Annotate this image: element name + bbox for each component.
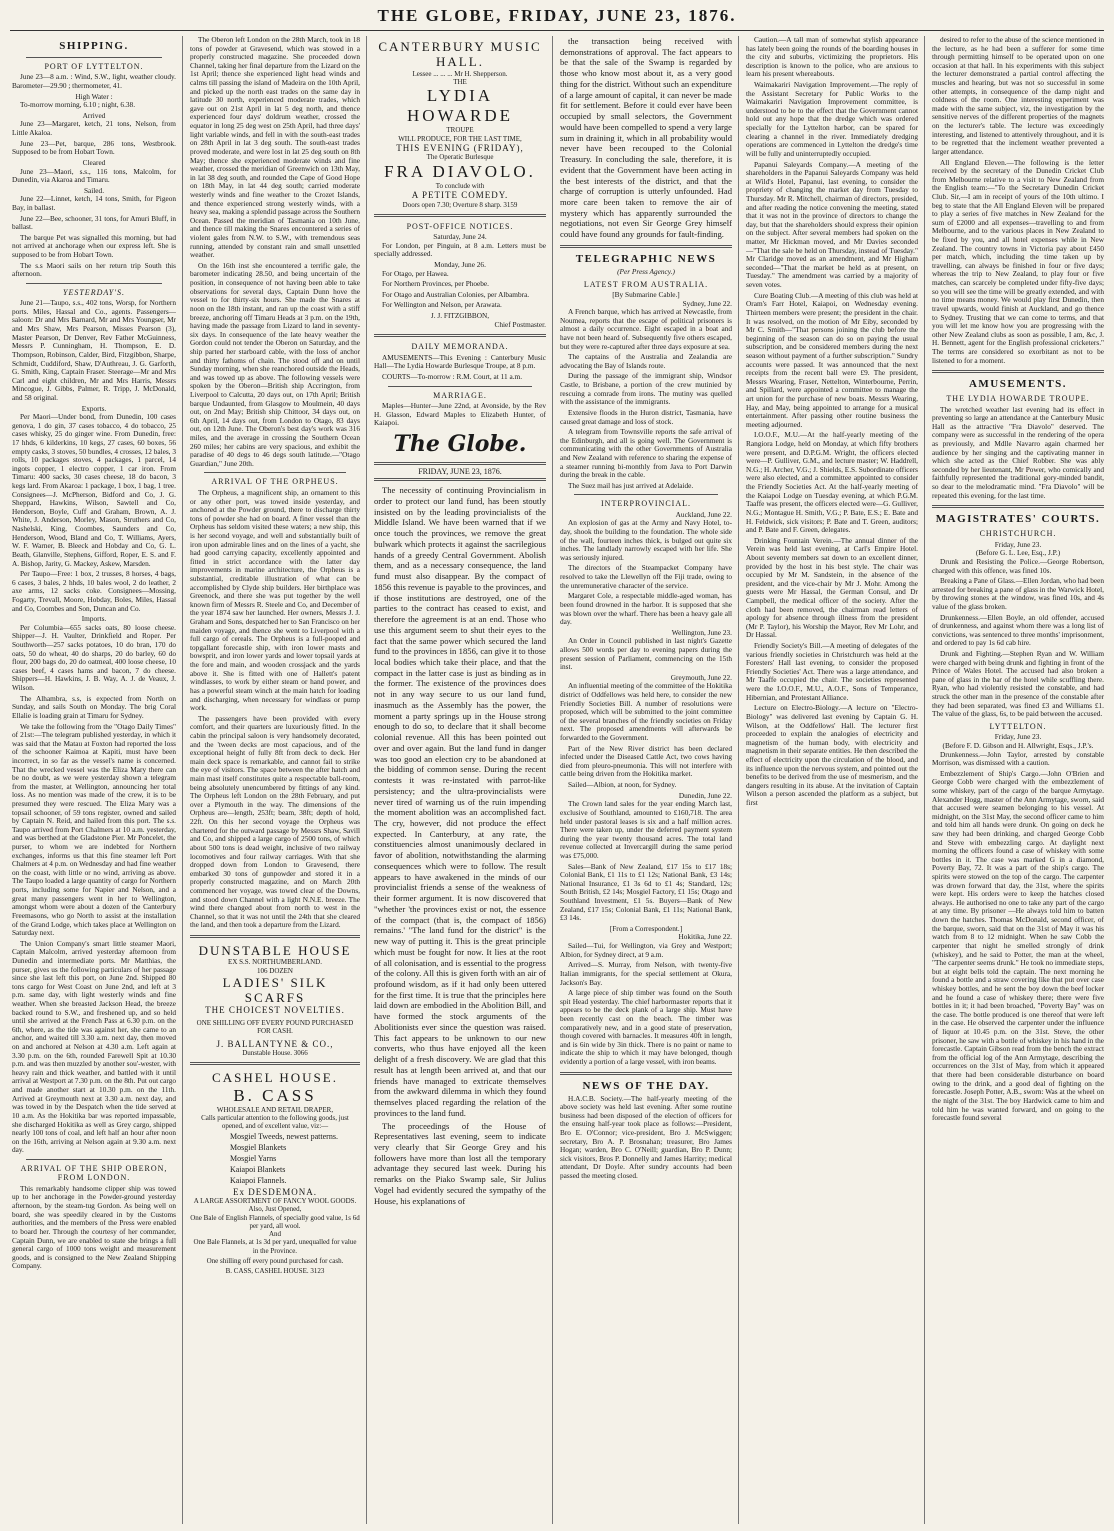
- press-agency: (Per Press Agency.): [617, 266, 675, 276]
- court-case: Drunk and Resisting the Police.—George Robertson, charged with this offence, was fined 10s.: [932, 556, 1104, 575]
- cashel-title: CASHEL HOUSE.: [212, 1070, 338, 1086]
- conclude-line: To conclude with: [435, 181, 485, 190]
- goods-item: Kaiapoi Flannels.: [230, 1176, 287, 1186]
- dateline: Auckland, June 22.: [675, 509, 732, 519]
- court-date: Friday, June 23.: [994, 539, 1042, 549]
- imports-text: Per Columbia—655 sacks oats, 80 loose cheese. Shipper—J. H. Vaulter, Drinkfield and Roper. Per Southworth—257 sacks potatoes, 10 do bran, 170 do oats, 50 do wheat, 40 do sharps, 20 do barley, 60 do flour, 200 bags do, 20 do oatmeal, 400 loose cheese, 10 cases beef, 4 cases hams and bacon, 7 do cheese. Shippers—H. Hawkins, J. B. Way, A. J. de Veaux, J. Wilson.: [12, 622, 176, 693]
- column-1: [12, 36, 176, 1524]
- cable-note: [By Submarine Cable.]: [612, 289, 680, 299]
- shipping-report: We take the following from the "Otago Daily Times" of 21st:—The telegram published yesterday, in which it was said that the Matau at Foxton had reported the loss of the schooner Kaimoa at Kapiti, must have been incorrect, in so far as the vessel's name is concerned. That the wrecked vessel was the Eliza Mary there can be no doubt, as we were yesterday shown a telegram from the master, at Wellington, announcing her total loss. As no mention was made of the crew, it is to be presumed they were rescued. The Eliza Mary was a topsail schooner, of 59 tons register, owned and sailed by Captain N. Reid, and hailed from this port. The s.s. Taupo arrived from Port Chalmers at 10 a.m. yesterday, and was berthed at the Gladstone Pier. Mr Poncelet, the purser, to whom we are indebted for Northern exchanges, informs us that this fine steamer left Port Chalmers at 4 p.m. on Wednesday and had fine weather on the coast, with little or no wind, arriving as above. The Taupo loaded a large quantity of cargo for Northern ports, including some for Napier and Nelson, and a great many passengers went in her to Wellington, amongst whom were about a dozen of the Canterbury Freemasons, who go North to assist at the installation of the Grand Lodge, which takes place at Wellington on Saturday next.: [12, 721, 176, 938]
- the-label: THE: [453, 77, 467, 86]
- shipping-report: The Union Company's smart little steamer Maori, Captain Malcolm, arrived yesterday afternoon from Dunedin and intermediate ports. Mr Matthias, the purser, gives us the following particulars of her passage since she last left this port, on June 2nd. Shipped 80 tons cargo for West Coast on June 2nd, and left at 3 p.m. same day, with light westerly winds and fine weather. When she breasted Jackson Head, the breeze backed round to S.W., and freshened up, and so held until she arrived at the French Pass at 6.30 p.m. on the 6th, where, as the tide was against her, she came to an anchor, and waited till 3.30 a.m. next day, then moved on and anchored at Nelson at 4.30 a.m. Left again at 3.30 p.m. on the 6th, rounded Farewell Spit at 10.30 p.m. and was then muzzled by another sou'-wester, with heavy rain and thick weather, and battled with it until arrival at Westport at 7.30 p.m. on the 8th. Put out cargo and made another start at 10.30 p.m. on the 11th. Arrived at Greymouth next at 3.30 a.m. next day, and was towed in by the Despatch when the tide served at 10 a.m. As the Hokitika bar was reported impassable, she discharged Hokitika as well as Grey cargo, shipped nearly 100 tons of coal, and left half an hour after noon on the 16th, arriving at Nelson again at 9.30 a.m. next day.: [12, 938, 176, 1155]
- column-6: [932, 36, 1104, 1524]
- orpheus-article: The passengers have been provided with every comfort, and their quarters are luxuriously fitted. In the cabin the principal saloon is very handsomely decorated, and the 'tween decks are most capacious, and of the exceptional height of fully 8ft from deck to deck. Her main deck space is remarkable, and cannot fail to strike the eye of visitors. The space between the after hatch and main mast itself constitutes quite a respectable ball-room, being absolutely unencumbered by fittings of any kind. The Orpheus left London on the 28th February, and put over a Plymouth in the way. The dimensions of the Orpheus are—length, 253ft; beam, 38ft; depth of hold, 22ft. On this her second voyage the Orpheus was chartered for the outward passage by Messrs Shaw, Savill and Co, and shipped a large cargo of 2500 tons, of which about 500 tons is dead weight, inclusive of two railway locomotives and four railway carriages. With that she dropped down from London to Gravesend, there embarked 30 tons of gunpowder and stored it in a properly constructed magazine, and on March 20th commenced her voyage, was towed clear of the Downs, and stood down Channel with a light N.N.E. breeze. The wind there changed about from north to west in the Channel, so that it was not until the 24th that she cleared the land, and then took a departure from the Lizard.: [190, 713, 360, 930]
- editorial: The proceedings of the House of Representatives last evening, seem to indicate very clearly that Sir George Grey and his followers have more than lost all the temporary advantage they secured last week. During his remarks on the Piako Swamp sale, Sir Julius Vogel had evidently secured the sympathy of the House, his explanations of: [374, 1120, 546, 1206]
- oberon-article-cont: The Oberon left London on the 28th March, took in 18 tons of powder at Gravesend, which was stowed in a properly constructed magazine. She proceeded down Channel, taking her final departure from the Lizard on the 1st April; thence she experienced light head winds and calms till passing the island of Madeira on the 10th April, and picked up the north east trades on the same day in latitude 30 north, experienced moderate trades, which gave out on 21st April in lat 5 deg north, and thence experienced four days' doldrum weather, crossed the equator in long 25 deg west on 25th April, had three days' light variable winds, and fell in with the south-east trades on 28th April in lat 3 deg south. The south-east trades proved moderate, and were lost in lat 25 deg south on 8th May; thence she experienced moderate winds and fine weather, crossed the meridian of Greenwich on 13th May, in lat 38 deg south, and rounded the Cape of Good Hope on 18th May, in lat 44 deg south; carried moderate westerly winds and fine weather to the Crozet Islands, and thence experienced strong westerly winds, with a heavy sea, making a splendid passage across the Southern Ocean. Passed the meridian of Tasmania on 10th June, and thence till making the Snares encountered a series of violent gales from N.W. to S.W., with tremendous seas running, attended by constant rain and small unsettled weather.: [190, 36, 360, 260]
- news-item: Arrived—S. Murray, from Nelson, with twenty-five Italian immigrants, for the special settlement at Okura, Jackson's Bay.: [560, 960, 732, 987]
- dateline: Greymouth, June 22.: [670, 672, 732, 682]
- news-item: I.O.O.F., M.U.—At the half-yearly meeting of the Rangiora Lodge, held on Monday, at which fifty brothers were present, and D.P.G.M. Wright, the officers elected were—P. Gulliver, G.M., and lecture master; W. Haddrell, N.G.; H. Archer, V.G.; J. Shields, E.S. Subordinate officers were also elected, and a committee appointed to consider the Friendly Societies Act. At the half-yearly meeting of the Kaiapoi Lodge on Tuesday evening, at which P.G.M. Taaffe was present, the officers elected were—G. Gulliver, N.G.; Montague H. Smith, V.G.; P. Bate, E.S.; E. Bate and H. Feldwick, sick visitors; P. Bate and T. Green, auditors; and P. Bate and F. Green, delegates.: [746, 430, 918, 535]
- exports-heading: Exports.: [81, 403, 107, 413]
- dateline: Hokitika, June 22.: [678, 932, 732, 942]
- desdemona-label: Ex DESDEMONA.: [233, 1186, 317, 1197]
- court-bench: (Before F. D. Gibson and H. Allwright, Esqs., J.P.'s.: [942, 740, 1094, 750]
- sailed-entry: June 22—Bee, schooner, 31 tons, for Amuri Bluff, in ballast.: [12, 213, 176, 232]
- news-item: Sailed—Albion, at noon, for Sydney.: [568, 780, 677, 790]
- column-2: [190, 36, 360, 1524]
- oberon-heading: ARRIVAL OF THE SHIP OBERON, FROM LONDON.: [20, 1163, 168, 1183]
- globe-title: The Globe.: [393, 430, 527, 457]
- sailed-heading: Sailed.: [83, 185, 105, 195]
- goods-item: Mosgiel Blankets: [230, 1142, 287, 1152]
- ballantyne-name: J. BALLANTYNE & CO.,: [216, 1038, 334, 1049]
- news-item: Sales—Bank of New Zealand, £17 15s to £17 18s; Colonial Bank, £1 11s to £1 12s; National Bank, £3 14s; National Insurance, £1 3s 6d to £1 4s; Standard, 12s; South British, £2 14s; Mosgiel Factory, £1 15s; Otago and Southland Investment, £1 5s. Buyers—Bank of New Zealand, £17 15s; Colonial Bank, £1 11s; National Bank, £3 14s.: [560, 861, 732, 923]
- post-notice: For Otago and Australian Colonies, per Albambra.: [382, 289, 530, 299]
- and-label: And: [268, 1230, 282, 1239]
- column-divider: [738, 36, 739, 1524]
- column-4: [560, 36, 732, 1524]
- scarfs-label: LADIES' SILK SCARFS: [222, 974, 328, 1006]
- column-5: [746, 36, 918, 1524]
- editorial-cont: the transaction being received with demonstrations of approval. The fact appears to be that the sale of the Swamp is regarded by those who know most about it, as a very good thing for the district. Without such an expenditure of a large amount of capital, it can never be made fit for settlement. Before it could ever have been occupied by small selectors, the Government would have been compelled to spend a very large sum in draining it, which in all probability would never have been recouped to the Colonial Treasury. In concluding the sale, therefore, it is evident that the Government have been acting in the best interests of the district, and that the charge of corruption is utterly unfounded. Had more care been taken to remove the air of mystery which has apparently surrounded the negotiations, not even Sir George Grey himself could have found any grounds for fault-finding.: [560, 36, 732, 240]
- court-bench: (Before G. L. Lee, Esq., J.P.): [975, 548, 1061, 558]
- yesterday-sailed: June 21—Taupo, s.s., 402 tons, Worsp, for Northern ports. Miles, Hassal and Co., agents. Passengers—saloon: Dr and Mrs Barnard, Mr and Mrs Youngser, Mr and Mrs Shaw, Mrs Pearson, Misses Pearson (3), Master Pearson, Dr Denver, Rev Father McGuinness, Messrs P. Cunningham, H. Thompson, E. D. Thompson, Robinson, Calder, Bird, Fitzgibbon, Sharpe, Schmidt, Cuddiford, Shaw, D'Authreau, J. G. Garforth, G. Smith, King, Captain Fraser. Steerage—Mr and Mrs Carl and eight children, Mr and Mrs Harris, Messrs Mincogue, J. Gibbs, Palmer, R. Tripp, J. McDonald, and 58 original.: [12, 298, 176, 402]
- dunstable-title: DUNSTABLE HOUSE: [198, 942, 352, 958]
- news-item: Drinking Fountain Verein.—The annual dinner of the Verein was held last evening, at Carl's Empire Hotel. About seventy members sat down to an excellent dinner, provided by the host in his best style. The chair was occupied by Mr M. Sandstein, in the absence of the president, and the vice-chair by Mr J. Mohr. Among the guests were Mr Hassal, the German Consul, and Dr Campbell, the medical officer of the society. After the cloth had been removed, the chairman read letters of apology for absence through illness from the president (Mr P. Taylor), his Worship the Mayor, Rev Mr Lohr, and Dr Hassal.: [746, 535, 918, 640]
- goods-list: [190, 1131, 360, 1187]
- dozen-label: 106 DOZEN: [257, 966, 293, 975]
- news-item: The Suez mail has just arrived at Adelaide.: [568, 480, 694, 490]
- news-item: The Crown land sales for the year ending March last, exclusive of Southland, amounted to £160,718. The area held under pastoral leases is six and a half million acres. There were taken up, under the deferred payment system during the year twenty thousand acres. The total land revenue collected at Invercargill during the same period was £75,000.: [560, 799, 732, 860]
- comedy-line: A PETITE COMEDY.: [411, 189, 509, 200]
- exports-text: Per Maori—Under bond, from Dunedin, 100 cases genova, 1 do gin, 37 cases tobacco, 4 do tobacco, 25 cases whisky, 25 do ginger wine. From Dunedin, free: 17 hhds, 6 kilderkins, 10 kegs, 27 cases, 60 boxes, 56 empty casks, 3 stoves, 50 bundles, 4 crosses, 12 bales, 3 rolls, 10 packages stoves, 4 packages, 1 parcel, 14 ingots copper, 1 electro copper, 1 car iron. From Timaru: 400 sacks, 30 cases cheese, 18 do bacon, 3 kegs lard. From Akaroa: 1 package, 1 box, 1 bag, 1 tree. Consignees—J. McPherson, Bidford and Co, J. G. Sheppard, Hawkins, Wilson, Sawtell and Co, Henderson, Boyle, Cuff and Graham, Brown, A. J. White, J. Anderson, Morley, Mason, Struthers and Co, Nashelski, King, Coombes, Saunders and Co, Henderson, Wood, Bland and Co, T. Williams, Ayers, W. F. Warner, B. Bleeck and Hobday and Co, G. L. Beath, Glanville, Stephens, Gifford, Roper, E. S. and F. A. Bishop, Jarity, G. Mackey, Askew, Marsden.: [12, 412, 176, 568]
- column-3: [374, 36, 546, 1524]
- orpheus-article: The Orpheus, a magnificent ship, an ornament to this or any other port, was towed inside yesterday, and anchored at the Powder ground, there to discharge thirty tons of powder she had on board. A finer vessel than the Orpheus has seldom visited these waters; a new ship, this is her second voyage, and well and substantially built of iron upon admirable lines and on the lines of a yacht, she had good carrying capacity, excellently appointed and fitted in strict accordance with the latter day improvements in marine architecture, the Orpheus is a substantial, creditable illustration of what can be accomplished by Clyde ship builders. Her birthplace was Greenock, and there she was put together by the well known firm of Messrs R. Steele and Co, and December of the year 1874 saw her launched. Her owners, Messrs J. J. Graham and Sons, despatched her to San Francisco on her maiden voyage, and thence she went to Liverpool with a full cargo of cereals. The Orpheus is a full-pooped and topgallant forecastle ship, with iron lower masts and bowsprit, and iron lower yards and lower topsail yards at the fore and main, and wooden crossjack and the yards above it. She is fitted with one of Hallett's patent windlasses, to work by either steam or hand power, and has a powerful steam winch at the main hatch for loading and discharging, when necessary for windlass or pump work.: [190, 487, 360, 713]
- novelties-label: THE CHOICEST NOVELTIES.: [205, 1005, 345, 1016]
- news-item: Part of the New River district has been declared infected under the Diseased Cattle Act, two cows having died from pleuro-pneumonia. This will not interfere with cattle being driven from the Hokitika market.: [560, 743, 732, 779]
- dunstable-sub: EX S.S. NORTHUMBERLAND.: [228, 958, 322, 967]
- christchurch-heading: CHRISTCHURCH.: [979, 529, 1057, 539]
- court-case: Drunkenness.—John Taylor, arrested by constable Morrison, was dismissed with a caution.: [932, 749, 1104, 768]
- court-case: Drunkenness.—Ellen Boyle, an old offender, accused of drunkenness, and against whom there was a long list of convictions, was sentenced to three months' imprisonment, and ordered to pay 1s 6d cab hire.: [932, 612, 1104, 648]
- masthead: THE GLOBE, FRIDAY, JUNE 23, 1876.: [377, 6, 737, 25]
- arrival-entry: June 23—Pet, barque, 286 tons, Westbrook. Supposed to be from Hobart Town.: [12, 138, 176, 157]
- column-divider: [924, 36, 925, 1524]
- memoranda-heading: DAILY MEMORANDA.: [411, 342, 509, 352]
- postmaster-name: J. J. FITZGIBBON,: [430, 311, 490, 321]
- post-date: Monday, June 26.: [434, 260, 486, 270]
- oberon-article-cont: On the 16th inst she encountered a terrific gale, the barometer indicating 28.50, and being uncertain of the position, in consequence of not having been able to take observations for several days, Captain Dunn hove the vessel to for thirty-six hours. She made the Snares at noon on the 18th instant, and ran up the coast with a stiff breeze, anchoring off Timaru Heads at 3 p.m. on the 19th, having made the passage from Lizard to land in seventy-six days. In consequence of the late heavy weather the Gordon could not tender the Oberon on Saturday, and the ship parted her starboard cable, with the loss of anchor and thirty fathoms of chain. The stood off and on until Sunday morning, when she reanchored outside the Heads, and was towed up as above. The following vessels were spoken by the Oberon—British ship Accrington, from Liverpool to Calcutta, 20 days out, on 17th April; British barque Undaunted, from Glasgow to Moulmein, 40 days out, on 2nd May; British ship Chittoor, 34 days out, on 6th April, 14 days out, from London to Otago, 83 days out, on 12th June. The Oberon's best day's work was 316 miles, and the average in crossing the Southern Ocean 260 miles; her cabins are very spacious, and exhibit the paradise of 40 degs to 46 degs south latitude.—"Otago Guardian," June 20th.: [190, 260, 360, 468]
- post-notice: For London, per Pinguin, at 8 a.m. Letters must be specially addressed.: [374, 240, 546, 259]
- news-item: Papanui Saleyards Company.—A meeting of the shareholders in the Papanui Saleyards Company was held at Wild's Hotel, Papanui, last evening, to consider the propriety of changing the market day from Tuesday to Thursday. Mr R. Mitchell, chairman of directors, presided, and after reading the notice convening the meeting, stated that it was not in the province of directors to change the day, but that the shareholders should express their opinion on the subject. After several members had spoken on the matter, Mr Hickman moved, and Mr Davies seconded—"That the sale be held on Thursday, instead of Tuesday." Mr Claridge moved as an amendment, and Mr Higham seconded—"That the market be held as at present, on Tuesday." The amendment was carried by a majority of seven votes.: [746, 159, 918, 290]
- column-divider: [366, 36, 367, 1524]
- evening-line: THIS EVENING (FRIDAY),: [396, 142, 524, 153]
- shipping-heading: SHIPPING.: [59, 40, 129, 52]
- lyttelton-heading: LYTTELTON.: [989, 721, 1047, 731]
- orpheus-heading: ARRIVAL OF THE ORPHEUS.: [211, 477, 339, 487]
- news-item: A large piece of ship timber was found on the South spit Head yesterday. The chief harbormaster reports that it appears to be the deck plank of a large ship. Must have been recently cast on the beach. The timber was comparatively new, and in a good state of preservation, though covered with barnacles. It measures 40ft in length, and is 6in wide by 3in thick. There is no paint or name to indicate the ship to which it may have belonged, though evidently a portion of a large vessel, with iron beams.: [560, 988, 732, 1066]
- news-item: An explosion of gas at the Army and Navy Hotel, to-day, shook the building to the foundation. The whole side of the wall, fourteen inches thick, is bulged out quite six inches. The landlady narrowly escaped with her life. She was seriously injured.: [560, 518, 732, 562]
- news-item: Extensive floods in the Huron district, Tasmania, have caused great damage and loss of stock.: [560, 407, 732, 426]
- dunstable-advert: [190, 943, 360, 1057]
- post-office-heading: POST-OFFICE NOTICES.: [406, 221, 514, 231]
- yesterday-heading: YESTERDAY'S.: [63, 287, 125, 297]
- news-item: An influential meeting of the committee of the Hokitika district of Oddfellows was held here, to consider the new Friendly Societies Bill. A number of resolutions were proposed, which will be submitted to the joint committee of the several branches of the friendly societies on Friday next. The proposed amendments will afterwards be forwarded to the Government.: [560, 681, 732, 743]
- memo-entry: COURTS—To-morrow : R.M. Court, at 11 a.m.: [382, 371, 523, 381]
- lessee-line: Lessee ... ... ... Mr H. Shepperson.: [412, 69, 508, 78]
- marriage-heading: MARRIAGE.: [433, 390, 487, 400]
- news-item: Margaret Cole, a respectable middle-aged woman, has been found drowned in the harbor. It is supposed that she was blown over the wharf. There has been a heavy gale all day.: [560, 591, 732, 627]
- fra-diavolo: FRA DIAVOLO.: [384, 161, 536, 181]
- dateline: Dunedin, June 22.: [678, 790, 732, 800]
- australia-heading: LATEST FROM AUSTRALIA.: [583, 279, 709, 289]
- news-item: A telegram from Townsville reports the safe arrival of the Edinburgh, and all is going well. The Government is communicating with the other Governments of Australia and New Zealand with reference to sharing the expense of a steamer running bi-monthly from Java to Port Darwin during the break in the cable.: [560, 427, 732, 480]
- cass-shilling: One shilling off every pound purchased for cash.: [206, 1256, 344, 1265]
- lydia-troupe-heading: THE LYDIA HOWARDE TROUPE.: [946, 394, 1090, 404]
- post-notice: For Northern Provinces, per Phoebe.: [382, 279, 489, 289]
- music-hall-advert: [374, 39, 546, 209]
- troupe-label: TROUPE: [446, 126, 474, 135]
- post-date: Saturday, June 24.: [433, 232, 487, 242]
- news-item: A French barque, which has arrived at Newcastle, from Noumea, reports that the escape of political prisoners is almost a daily occurrence. Eight escaped in a boat and have not been heard of. Subsequently five others escaped, but they were re-captured after three days exposure at sea.: [560, 307, 732, 351]
- amusements-review: The wretched weather last evening had its effect in preventing so large an attendance at the Canterbury Music Hall as the attractive "Fra Diavolo" deserved. The company were as successful in the rendering of the opera as previously, and Mdlle Navarro again charmed her audience by her singing and the captivating manner in which she acted as the Chief Robber. She was ably seconded by her lieutenant, Mr Power, who comically and faithfully represented the traditional gory-minded bandit, so dear to the melodramatic mind. "Fra Diavolo" will be repeated this evening, for the last time.: [932, 404, 1104, 500]
- flannels-offer: One Bale Flannels, at 1s 3d per yard, unequalled for value in the Province.: [193, 1238, 357, 1255]
- goods-item: Mosgiel Yarns: [230, 1153, 277, 1163]
- news-item: The captains of the Australia and Zealandia are advocating the Bay of Islands route.: [560, 352, 732, 370]
- news-item: H.A.C.B. Society.—The half-yearly meeting of the above society was held last evening. After some routine business had been disposed of the election of officers for the ensuing half-year took place as follows:—President, Bro E. O'Connor; vice-president, Bro J. McSwiggen; secretary, Bro A. P. Brosnahan; treasurer, Bro James Hogan; warden, Bro C. O'Neill; guardian, Bro P. Dunn; sick visitors, Bros P. Donnelly and James Harrity; medical attendant, Dr Doyle. After sundry accounts had been passed the meeting closed.: [560, 1093, 732, 1181]
- draper-note: Calls particular attention to the following goods, just opened, and of excellent value, viz:—: [201, 1114, 349, 1131]
- cass-name: B. CASS: [233, 1085, 317, 1105]
- news-item: Caution.—A tall man of somewhat stylish appearance has lately been going the rounds of the boarding houses in the city and suburbs, victimizing the proprietors. His description is known to the police, who are anxious to learn his present whereabouts.: [746, 36, 918, 79]
- shipping-note: The Alhambra, s.s, is expected from North on Sunday, and sails South on Monday. The brig Coral Ellalie is loading grain at Timaru for Sydney.: [12, 693, 176, 720]
- court-case: Embezzlement of Ship's Cargo.—John O'Brien and George Cobb were charged with the embezzlement of some whiskey, part of the cargo of the barque Armytage. Alexander Hogg, master of the Ann Armytage, sworn, said that accused were seamen belonging to his vessel. At midnight, on the 31st May, the second officer came to him and told him all hands were drunk. On going on deck he saw they had been drinking, and charged George Cobb and Steve with embezzling cargo. At daylight next morning the officers found a case of whiskey with some bottles in it. The case was marked G in a diamond, Poverty Bay, 72. It was a part of the ship's cargo. The spirits were stowed on the top of the cargo. The carpenter was drown forward that day, the 31st, where the spirits were kept. His orders were to keep the hatches closed always. He authorised no one to take any part of the cargo at any time. By prisoner —He always told him to batten down the hatches. Thomas McDonald, second officer, of the barque, sworn, said that on the 31st of May it was his watch from 8 to 12 midnight. When he saw Cobb the carpenter that night he smelled strongly of drink (whiskey), and he said to Potter, the man at the wheel, "The carpenter seems drunk." He took no immediate steps, but at eight bells told the captain. The next morning he found a bottle and a straw covering like that put over case whiskey bottles, and he sent the boy down the beef locker and he found a case of whiskey there; there were five bottles in it; it had been broached, "Poverty Bay" was on the case. The bottle produced is one thereof that were left in the case. He observed the carpenter under the influence of liquor at 10.45 p.m. on the 31st. Steve, the other prisoner, he saw with a bottle of whiskey in his hand in the forecastle. Captain Gibson read from the bench the extract from the official log of the Ann Armytage, describing the occurrences on the 31st of May, from which it appeared that there had been considerable disturbance on board owing to the drink, and a good deal of fighting on the forecastle. Joseph Potter, A.B., sworn: Was at the wheel on the night of the 31st. The boy Hardwick came to him and told him he was wanted forward, and on going to the forecastle found several: [932, 768, 1104, 1123]
- troupe-name: LYDIA HOWARDE: [407, 86, 513, 126]
- flannels-offer: One Bale of English Flannels, of specially good value, 1s 6d per yard, all wool.: [190, 1213, 360, 1230]
- also-label: Also, Just Opened,: [248, 1205, 302, 1214]
- court-case: Drunk and Fighting.—Stephen Ryan and W. William were charged with being drunk and fighting in front of the Prince of Wales Hotel. The accused had also broken a pane of glass in the bar of the hotel while scuffling there. Ryan, who had violently resisted the constable, and had struck the other man in the presence of the constable after they had been separated, was fined £3 and Williams £1. The value of the glass, 6s, to be paid between the accused.: [932, 648, 1104, 719]
- editorial: The necessity of continuing Provincialism in order to protect our land fund, has been stoutly insisted on by the leading provincialists of the Middle Island. We have been warned that if we once touch the provinces, we remove the great bulwark which protects it against the sacrilegious hands of a greedy Central Government. Abolish them, and as a necessary consequence, the land fund must also disappear. By the compact of 1856 this revenue is payable to the provinces, and if those institutions are destroyed, one of the parties to the contract has ceased to exist, and therefore the agreement is at an end. Those who use this argument seem to shut their eyes to the fact that the same power which secured the land fund to the provinces in 1856, can give it to those local bodies which take their place, and that the compact in the latter case is just as binding as in the former. The existence of the provinces does not in any way secure to us our land fund, inasmuch as the Assembly has the power, the moment a party springs up in the House strong enough to do so, to declare that it shall become colonial revenue. All this has been pointed out over and over again. But the land fund in danger was too good an election cry to be abandoned at the bidding of common sense. During the recent contests it was re-instated with parrot-like persistency; and the ultra-provincialists were never tired of warning us of the ruin impending the moment abolition was an accomplished fact. The cry, however, did not produce the effect expected. In Canterbury, at any rate, the constituencies almost unanimously declared in favor of abolition, notwithstanding the alarming consequences which were to follow. The result appears to have awakened in the minds of our provincialist friends a sense of the weakness of their former argument. It is now discovered that "whether 'the provinces exist or not, the essence of the compact (that is, the compact of 1856) remains.' "The land fund for the district" is the new way of putting it. This is the great principle which must be fought for now. It lies at the root of all colonisation, and is essential to the progress of the colony. All this is given forth with an air of profound wisdom, as if it had only been uttered for the first time. It is true that the principles here laid down are embodied in the Abolition Bill, and have formed the stock arguments of the Abolitionists ever since the question was raised. This fact appears to be unknown to our new converts, who thus have enjoyed all the keen delight of a fresh discovery. We are glad that this result has at length been arrived at, and that our friends have managed to extricate themselves from the awkward dilemma in which they found themselves placed regarding the relation of the provinces to the land fund.: [374, 485, 546, 1118]
- shilling-offer: ONE SHILLING OFF EVERY POUND PURCHASED FOR CASH.: [196, 1019, 354, 1036]
- masthead-rule: [10, 30, 1104, 31]
- correspondent-note: [From a Correspondent.]: [609, 923, 683, 933]
- globe-dateline: FRIDAY, JUNE 23, 1876.: [418, 466, 502, 476]
- exports-text: Per Taupo—Free: 1 box, 2 trusses, 8 horses, 4 bags, 6 cases, 3 bales, 2 hhds, 10 bales wool, 2 do leather, 2 axe arms, 12 sacks coke. Consignees—Mossing, Fogarty, Trevall, Moore, Hobday, Boles, Miles, Hassal and Co, Coombes and Son, Duncan and Co.: [12, 569, 176, 613]
- cleared-entry: June 23—Maori, s.s., 116 tons, Malcolm, for Dunedin, via Akaroa and Timaru.: [12, 166, 176, 185]
- post-notice: For Wellington and Nelson, per Arawata.: [382, 300, 502, 310]
- news-item: Friendly Society's Bill.—A meeting of delegates of the various friendly societies in Christchurch was held at the Foresters' Hall last evening, to consider the proposed Friendly Societies' Act. There was a large attendance, and Mr Taaffe occupied the chair. The societies represented were the I.O.O.F., M.U., A.O.F., Sons of Temperance, Hibernian, and Protestant Alliance.: [746, 641, 918, 702]
- maori-note: The s.s Maori sails on her return trip South this afternoon.: [12, 260, 176, 279]
- news-item: Waimakariri Navigation Improvement.—The reply of the Assistant Secretary for Public Works to the Waimakariri Navigation Improvement committee, is understood to be to the effect that the Government cannot hold out any hope that the dredge which was ordered specially for the Lyttelton harbor, can be spared for clearing a channel in the river. Immediately dredging operations are commenced in Lyttelton the dredge's time will be fully and uninterruptedly occupied.: [746, 80, 918, 158]
- memo-entry: AMUSEMENTS—This Evening : Canterbury Music Hall—The Lydia Howarde Burlesque Troupe, at 8 p.m.: [374, 352, 546, 371]
- ballantyne-address: Dunstable House. 3066: [242, 1049, 308, 1058]
- column-divider: [552, 36, 553, 1524]
- post-notice: For Otago, per Hawea.: [382, 268, 449, 278]
- sailed-entry: June 22—Linnet, ketch, 14 tons, Smith, for Pigeon Bay, in ballast.: [12, 194, 176, 212]
- telegraphic-heading: TELEGRAPHIC NEWS: [575, 252, 717, 265]
- news-item: The directors of the Steampacket Company have resolved to take the Llewellyn off the Fiji trade, owing to the unremunerative character of the service.: [560, 563, 732, 590]
- high-water-heading: High Water :: [75, 91, 113, 101]
- goods-item: Mosgiel Tweeds, newest patterns.: [230, 1131, 338, 1141]
- news-item: All England Eleven.—The following is the letter received by the secretary of the Dunedin Cricket Club from Melbourne relative to a visit to New Zealand from the English team:—"To the Secretary Dunedin Cricket Club. Sir,—I am in receipt of yours of the 10th ultimo. I beg to state that the All England Eleven will be prepared to play a series of five matches in New Zealand for the sum of £2000 and all expenses—travelling to and from Melbourne, and to the various places in New Zealand to be fixed by you, and all hotel expenses while in New Zealand. The country towns in Victoria pay about £450 per match, which, including the time taken up by travelling, can always be finished in four or five days; whereas the trip to New Zealand, to play four or five matches, can scarcely be completed under fifty-five days; so you will see the time will be greatly extended, and with no time means money. We would play first Dunedin, then travel upwards, would finish at Auckland, and go thence to Sydney. Trusting that we can come to terms, and that you will let me know how you are progressing with the other New Zealand clubs as soon as possible, I am, &c, J. H. Bennett, agent for the English professional cricketers." The terms are considered so exorbitant as not to be listened to for a moment.: [932, 157, 1104, 365]
- dateline: Sydney, June 22.: [682, 298, 732, 308]
- arrived-heading: Arrived: [82, 110, 106, 120]
- court-case: Breaking a Pane of Glass.—Ellen Jordan, who had been arrested for breaking a pane of glass in the Warwick Hotel, by throwing stones at the window, was fined 10s, and 4s value of the glass broken.: [932, 576, 1104, 611]
- draper-label: WHOLESALE AND RETAIL DRAPER,: [216, 1105, 334, 1114]
- interprovincial-heading: INTERPROVINCIAL.: [601, 499, 691, 509]
- weather-report: June 23—8 a.m. : Wind, S.W., light, weather cloudy. Barometer—29.90 ; thermometer, 41.: [12, 72, 176, 91]
- goods-item: Kaiapoi Blankets: [230, 1165, 286, 1175]
- arrival-entry: June 23—Margaret, ketch, 21 tons, Nelson, from Little Akaloa.: [12, 119, 176, 138]
- operatic-line: The Operatic Burlesque: [426, 153, 494, 162]
- dateline: Wellington, June 23.: [671, 627, 732, 637]
- amusements-heading: AMUSEMENTS.: [968, 378, 1068, 391]
- assortment-label: A LARGE ASSORTMENT OF FANCY WOOL GOODS.: [193, 1197, 357, 1206]
- marriage-notice: Maples—Hunter—June 22nd, at Avonside, by the Rev H. Glasson, Edward Maples to Elizabeth Hunter, of Kaiapoi.: [374, 401, 546, 428]
- news-item: During the passage of the immigrant ship, Windsor Castle, to Brisbane, a portion of the crew mutinied by rescuing a comrade from irons. The mutiny was quelled with the assistance of the immigrants.: [560, 371, 732, 407]
- news-item: Sailed—Tui, for Wellington, via Grey and Westport; Albion, for Sydney direct, at 9 a.m.: [560, 941, 732, 959]
- cleared-heading: Cleared: [82, 157, 106, 167]
- news-item: An Order in Council published in last night's Gazette allows 500 words per day to evening papers during the present session of Parliament, commencing on the 15th inst.: [560, 636, 732, 672]
- court-date: Friday, June 23.: [994, 732, 1042, 742]
- doors-line: Doors open 7.30; Overture 8 sharp. 3159: [402, 200, 518, 209]
- magistrates-heading: MAGISTRATES' COURTS.: [935, 513, 1101, 526]
- oberon-article: This remarkably handsome clipper ship was towed up to her anchorage in the Powder-ground yesterday afternoon, by the steam-tug Gordon. As being well on board, she was speedily cleared in by the Customs authorities, and the members of the Press were enabled to board her. Through the courtesy of her commander, Captain Dunn, we are enabled to state she brings a full general cargo of 1000 tons weight and measurement goods, and is consigned to the New Zealand Shipping Company.: [12, 1183, 176, 1271]
- high-water: To-morrow morning, 6.10 ; night, 6.38.: [20, 100, 136, 110]
- barque-note: The barque Pet was signalled this morning, but had not arrived at anchorage when our express left. She is supposed to be from Hobart Town.: [12, 232, 176, 259]
- music-hall-title: CANTERBURY MUSIC HALL.: [378, 39, 542, 70]
- cashel-advert: [190, 1070, 360, 1275]
- news-item: Lecture on Electro-Biology.—A lecture on "Electro-Biology" was delivered last evening by Captain G. H. Wilson, at the Oddfellows' Hall. The lecturer first proceeded to explain the analogies of electricity and magnetism of the human body, with electricity and magnetism in their separate entities. He then described the effect of electricity upon the circulation of the blood, and its influence upon the nervous system, and pointed out the benefits to be derived from the use of mesmerism, and the dangers resulting in its abuse. At the invitation of Captain Wilson a person ascended the platform as a subject, but first: [746, 703, 918, 808]
- news-item-cont: desired to refer to the abuse of the science mentioned in the lecture, as he had been a sufferer for some time through permitting himself to be operated upon on one occasion at that hall. In his experiments with this subject the lecturer demonstrated a partial control affecting the muscles and hearing, but was not so successful in some other attempts, in consequence of the damp night and coldness of the room. One interesting experiment was made with the same subject, viz, the investigation by the sensitive nerves of the different properties of the magnets on the lecturer's table. The lecture was exceedingly interesting, and listened to attentively throughout, and it is to be regretted that the inclement weather prevented a larger attendance.: [932, 36, 1104, 156]
- news-of-day-heading: NEWS OF THE DAY.: [582, 1079, 710, 1092]
- cass-address: B. CASS, CASHEL HOUSE. 3123: [225, 1267, 325, 1276]
- column-divider: [182, 36, 183, 1524]
- imports-heading: Imports.: [81, 614, 107, 624]
- port-heading: PORT OF LYTTELTON.: [44, 61, 144, 71]
- postmaster-title: Chief Postmaster.: [494, 319, 546, 329]
- produce-line: WILL PRODUCE, FOR THE LAST TIME,: [398, 134, 522, 143]
- news-item: Cure Boating Club.—A meeting of this club was held at Oram's Farr Hotel, Kaiapoi, on Wednesday evening. Thirteen members were present; the president in the chair. It was resolved, on the motion of Mr Eiby, seconded by Mr C. Smith—"That persons joining the club before the beginning of the season can do so on paying the usual subscription, and be considered members during the next season without payment of a further subscription." Sundry accounts were passed. It was announced that the next receipts from the recent ball were £9. The president, Messrs Wearing, Fraser, Nettelton, Winterbourne, Perrin, and Spillard, were appointed a committee to manage the art union for the purchase of new boats. Messrs Wearing, Hay, and May, being appointed to arrange for a musical entertainment. After passing other routine business the meeting adjourned.: [746, 290, 918, 429]
